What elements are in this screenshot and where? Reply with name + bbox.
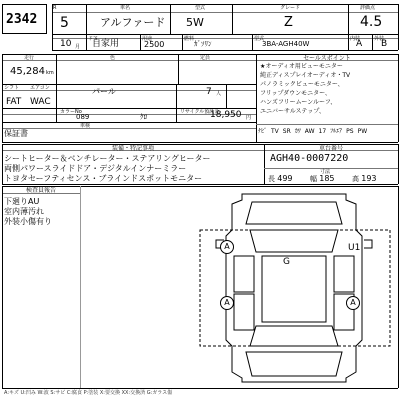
remark-line: シートヒーター＆ベンチレーター・ステアリングヒーター <box>4 154 211 163</box>
hdr-vline-6 <box>140 34 141 50</box>
aircon-value: WAC <box>30 97 51 107</box>
remark-line: 両側パワースライドドア・デジタルインナーミラー <box>4 164 187 173</box>
equipment-item: PW <box>357 128 368 135</box>
hdr-vline-9 <box>372 34 373 50</box>
dim-width: 幅 185 <box>310 174 335 183</box>
damage-left-front: A <box>220 240 234 254</box>
sales-point-line: フリップダウンモニター、 <box>260 90 331 97</box>
diag-bot <box>2 388 398 389</box>
dim-height: 高 193 <box>352 174 377 183</box>
spec-vr <box>398 54 399 142</box>
capacity-value: 7 <box>206 87 212 97</box>
hdr-vline-4 <box>348 4 349 50</box>
lot-number: 2342 <box>6 12 38 27</box>
spec-v5 <box>226 84 227 108</box>
score-label: 評価点 <box>360 5 376 11</box>
hdr-vline-8 <box>252 34 253 50</box>
equipment-item: TV <box>271 128 279 135</box>
remarks-title: 装備・特記事項 <box>111 145 154 152</box>
sales-point-line: ユニバーサルステップ、 <box>260 108 325 115</box>
rem-bot <box>2 184 398 185</box>
car-diagram <box>196 190 396 386</box>
interior-label: 内装 <box>350 36 361 42</box>
maker-label: 車名 <box>120 5 131 11</box>
color-label: 色 <box>110 55 116 61</box>
damage-left-rear: A <box>220 296 234 310</box>
remark-line: トヨタセーフティセンス・ブラインドスポットモニター <box>4 174 203 183</box>
chassis-label: 型式 <box>254 36 265 42</box>
mileage-label: 走行 <box>24 55 35 61</box>
sales-point-line: ★オーディオ用ビューモニター <box>260 63 343 70</box>
lot-number-box <box>2 4 47 34</box>
sales-point-line: パノラミックビューモニター、 <box>260 81 344 88</box>
damage-center: G <box>283 257 290 267</box>
inspector-line: 室内薄汚れ <box>4 207 44 216</box>
damage-right-rear: A <box>346 296 360 310</box>
sales-point-line: ハンズフリームーンルーフ、 <box>260 99 337 106</box>
hdr-vline-2 <box>170 4 171 34</box>
recycle-label: リサイクル預託金 <box>180 109 220 115</box>
hdr-line-bot <box>52 34 398 35</box>
mileage-unit: km <box>46 70 54 76</box>
inspector-title: 検査員報告 <box>25 187 56 194</box>
damage-right-front: U1 <box>348 243 361 253</box>
type-label: 用途 <box>142 36 153 42</box>
sales-points-title: セールスポイント <box>303 55 351 62</box>
diag-vl <box>2 186 3 388</box>
equipment-row <box>258 128 398 136</box>
equip-line <box>256 124 398 125</box>
hdr-vline-7 <box>182 34 183 50</box>
equipment-item: 17 <box>318 128 327 135</box>
shift-label: シフト <box>4 85 20 91</box>
equipment-item: PS <box>346 128 354 135</box>
chassis-code: 3BA-AGH40W <box>262 40 310 48</box>
aircon-label: エアコン <box>30 85 50 91</box>
spec-bot <box>2 142 398 143</box>
year-value: 5 <box>60 15 69 31</box>
hdr-vline-3 <box>232 4 233 34</box>
color-value: パール <box>92 87 116 96</box>
spec-vmid <box>256 54 257 142</box>
inspector-line: 下廻りAU <box>4 197 40 206</box>
dims-label: 寸法 <box>320 169 331 175</box>
month-value: 10 <box>60 39 72 49</box>
chassis-number: AGH40-0007220 <box>270 153 349 164</box>
dim-length: 長 499 <box>268 174 293 183</box>
recycle-fee: 18,950 <box>210 110 242 120</box>
hdr-line-3 <box>52 50 398 51</box>
displacement: 2500 <box>144 40 165 49</box>
footer-legend: A:キズ U:凹み W:波 S:サビ C:腐食 P:塗装 X:要交換 XX:交換済 G:ガラス傷 <box>4 390 173 396</box>
grade-value: Z <box>284 15 293 30</box>
capacity-unit: 人 <box>216 91 222 97</box>
hdr-label-line <box>52 12 398 13</box>
fuel-value: ｶﾞｿﾘﾝ <box>194 40 212 48</box>
chassis-mid <box>264 168 398 169</box>
inspector-line: 外装小傷有り <box>4 217 52 226</box>
spec-v7 <box>176 108 177 122</box>
hdr-vline-1 <box>86 4 87 50</box>
spec-row3 <box>2 122 256 123</box>
spec-row3b <box>2 128 256 129</box>
shift-value: FAT <box>6 97 22 107</box>
model-label: 型式 <box>195 5 206 11</box>
doors-label: ドア <box>88 36 98 42</box>
month-unit: 月 <box>75 44 81 50</box>
equipment-item: ﾌﾙｴｱ <box>330 128 343 135</box>
interior-grade: A <box>356 39 363 49</box>
spec-v1 <box>56 54 57 84</box>
hdr-line-top <box>52 4 398 5</box>
history-label: 車検 <box>80 123 91 129</box>
spec-v6 <box>56 108 57 122</box>
equipment-item: ﾅﾋﾞ <box>258 128 268 135</box>
capacity-label: 定員 <box>200 55 211 61</box>
chassis-title: 車台番号 <box>318 145 343 152</box>
notes-value: 保証書 <box>4 129 28 138</box>
spec-vl <box>2 54 3 142</box>
insp-divider <box>80 186 81 388</box>
grade-label: グレード <box>280 5 301 11</box>
spec-v2 <box>178 54 179 84</box>
score-value: 4.5 <box>360 14 383 30</box>
mileage-value: 45,284 <box>10 66 45 77</box>
equipment-item: ｶﾜ <box>294 128 301 135</box>
car-model: 5W <box>186 16 204 29</box>
color-no-label: カラーNo <box>60 109 82 115</box>
equipment-item: AW <box>304 128 315 135</box>
color-code-suffix: ｸﾛ <box>140 113 147 121</box>
fuel-label: 燃料 <box>184 36 195 42</box>
inspector-list <box>4 197 80 227</box>
recycle-unit: 円 <box>246 115 252 121</box>
year-prefix: R <box>53 5 57 11</box>
sales-points-list <box>260 62 396 116</box>
exterior-label: 外装 <box>374 36 385 42</box>
car-name: アルファード <box>100 16 166 29</box>
exterior-grade: B <box>381 39 388 49</box>
spec-v4 <box>176 84 177 108</box>
hdr-vline-5 <box>398 4 399 50</box>
sales-point-line: 純正ディスプレイオーディオ・TV <box>260 72 351 79</box>
color-no: 089 <box>76 113 90 121</box>
equipment-item: SR <box>282 128 291 135</box>
use-type: 自家用 <box>92 39 120 49</box>
diag-vr <box>398 186 399 388</box>
rem-vr <box>398 144 399 184</box>
spec-v3 <box>56 84 57 108</box>
remarks-list <box>4 154 262 184</box>
